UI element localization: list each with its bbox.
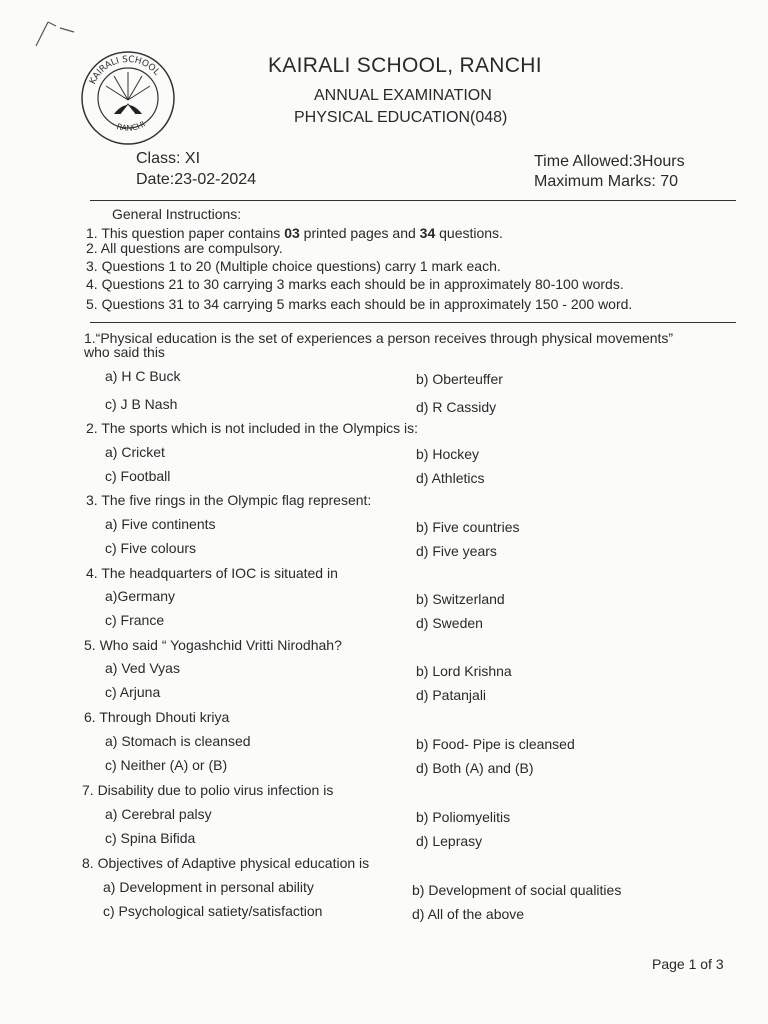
option-a: a) Five continents	[105, 516, 216, 532]
question-6-text: 6. Through Dhouti kriya	[84, 709, 230, 725]
option-b: b) Switzerland	[416, 591, 505, 607]
page-number: Page 1 of 3	[652, 956, 724, 972]
exam-title: ANNUAL EXAMINATION	[314, 87, 492, 104]
option-a: a) Cricket	[105, 444, 165, 460]
option-d: d) Five years	[416, 543, 497, 559]
option-c: c) Football	[105, 468, 171, 484]
subject-title: PHYSICAL EDUCATION(048)	[294, 109, 508, 126]
option-b: b) Food- Pipe is cleansed	[416, 736, 575, 752]
option-c: c) Psychological satiety/satisfaction	[103, 903, 323, 919]
option-a: a)Germany	[105, 588, 176, 604]
option-c: c) Neither (A) or (B)	[105, 757, 228, 773]
exam-date: Date:23-02-2024	[136, 171, 257, 188]
logo-text-bottom: RANCHI	[115, 119, 147, 133]
option-a: a) Stomach is cleansed	[105, 733, 251, 749]
instruction-item: 5. Questions 31 to 34 carrying 5 marks each should be in approximately 150 - 200 word.	[86, 296, 633, 312]
option-a: a) Ved Vyas	[105, 660, 180, 676]
instruction-item: 3. Questions 1 to 20 (Multiple choice questions) carry 1 mark each.	[86, 258, 501, 274]
time-allowed: Time Allowed:3Hours	[534, 153, 685, 170]
question-3-text: 3. The five rings in the Olympic flag represent:	[86, 492, 372, 508]
school-name: KAIRALI SCHOOL, RANCHI	[268, 54, 542, 77]
logo-text-top: KAIRALI SCHOOL	[88, 54, 162, 87]
option-d: d) Leprasy	[416, 833, 483, 849]
pen-mark	[30, 16, 80, 50]
option-c: c) Spina Bifida	[105, 830, 196, 846]
maximum-marks: Maximum Marks: 70	[534, 173, 679, 190]
question-2-text: 2. The sports which is not included in the Olympics is:	[86, 420, 419, 436]
option-c: c) Arjuna	[105, 684, 161, 700]
option-b: b) Five countries	[416, 519, 520, 535]
option-d: d) Patanjali	[416, 687, 487, 703]
svg-text:KAIRALI SCHOOL	[88, 55, 161, 86]
header-divider	[90, 200, 736, 201]
question-1-text: 1.“Physical education is the set of experiences a person receives through physical movements”	[84, 330, 674, 346]
instructions-divider	[90, 322, 736, 323]
option-a: a) Cerebral palsy	[105, 806, 212, 822]
option-b: b) Hockey	[416, 446, 480, 462]
option-d: d) Athletics	[416, 470, 485, 486]
option-c: c) France	[105, 612, 165, 628]
instructions-title: General Instructions:	[112, 206, 242, 222]
instruction-item: 2. All questions are compulsory.	[86, 240, 283, 256]
question-4-text: 4. The headquarters of IOC is situated in	[86, 565, 338, 581]
option-a: a) H C Buck	[105, 368, 181, 384]
option-b: b) Oberteuffer	[416, 371, 503, 387]
instruction-item: 4. Questions 21 to 30 carrying 3 marks each should be in approximately 80-100 words.	[86, 276, 624, 292]
question-7-text: 7. Disability due to polio virus infection is	[82, 782, 334, 798]
option-d: d) Both (A) and (B)	[416, 760, 534, 776]
option-d: d) Sweden	[416, 615, 483, 631]
option-c: c) J B Nash	[105, 396, 178, 412]
svg-text:RANCHI	[116, 119, 147, 132]
option-d: d) All of the above	[412, 906, 525, 922]
option-b: b) Development of social qualities	[412, 882, 622, 898]
option-d: d) R Cassidy	[416, 399, 497, 415]
question-1-text-cont: who said this	[84, 344, 165, 360]
question-5-text: 5. Who said “ Yogashchid Vritti Nirodhah?	[84, 637, 342, 653]
question-8-text: 8. Objectives of Adaptive physical education is	[82, 855, 370, 871]
option-c: c) Five colours	[105, 540, 197, 556]
option-b: b) Poliomyelitis	[416, 809, 511, 825]
instruction-item: 1. This question paper contains 03 printed pages and 34 questions.	[86, 225, 503, 241]
school-logo	[80, 50, 176, 146]
option-a: a) Development in personal ability	[103, 879, 314, 895]
class-label: Class: XI	[136, 150, 201, 167]
option-b: b) Lord Krishna	[416, 663, 512, 679]
